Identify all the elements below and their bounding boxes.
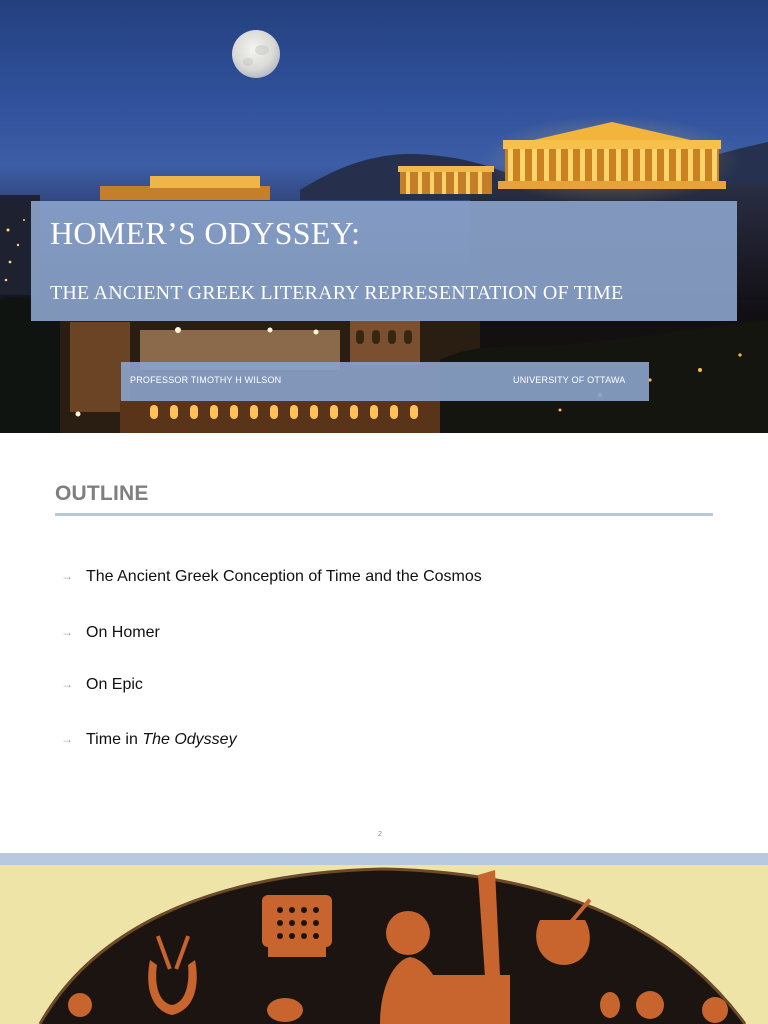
list-item [61, 568, 482, 586]
slide-subtitle: THE ANCIENT GREEK LITERARY REPRESENTATION OF TIME [50, 282, 624, 304]
outline-slide [0, 433, 768, 853]
page-number: 2 [378, 831, 382, 838]
erechtheion [398, 166, 494, 194]
seated-figure [386, 911, 430, 955]
heading-underline [55, 513, 713, 516]
slide3-top-band [0, 853, 768, 865]
propylaea [100, 176, 270, 200]
cista-figure [262, 895, 332, 947]
arrow-right-icon: → [61, 677, 73, 691]
slide-title: HOMER’S ODYSSEY: [50, 215, 361, 251]
title-slide [0, 0, 768, 433]
list-item [61, 731, 237, 749]
bullet-text: On Epic [86, 676, 143, 693]
presenter-name: PROFESSOR TIMOTHY H WILSON [130, 375, 282, 385]
arrow-right-icon: → [61, 569, 73, 583]
red-figure-kylix-image [0, 865, 768, 1024]
list-item [61, 624, 160, 642]
vase-slide [0, 865, 768, 1024]
presenter-band [121, 362, 649, 401]
bullet-text-prefix: Time in [86, 731, 143, 748]
bullet-text: On Homer [86, 624, 160, 641]
bullet-text-italic: The Odyssey [142, 731, 237, 748]
bullet-text: The Ancient Greek Conception of Time and the Cosmos [86, 568, 482, 585]
list-item [61, 676, 143, 694]
arrow-right-icon: → [61, 732, 73, 746]
arrow-right-icon: → [61, 625, 73, 639]
moon [232, 30, 280, 78]
outline-heading: OUTLINE [55, 482, 149, 505]
column-figure [430, 975, 510, 1024]
title-band [31, 201, 737, 321]
institution-name: UNIVERSITY OF OTTAWA [513, 375, 626, 385]
